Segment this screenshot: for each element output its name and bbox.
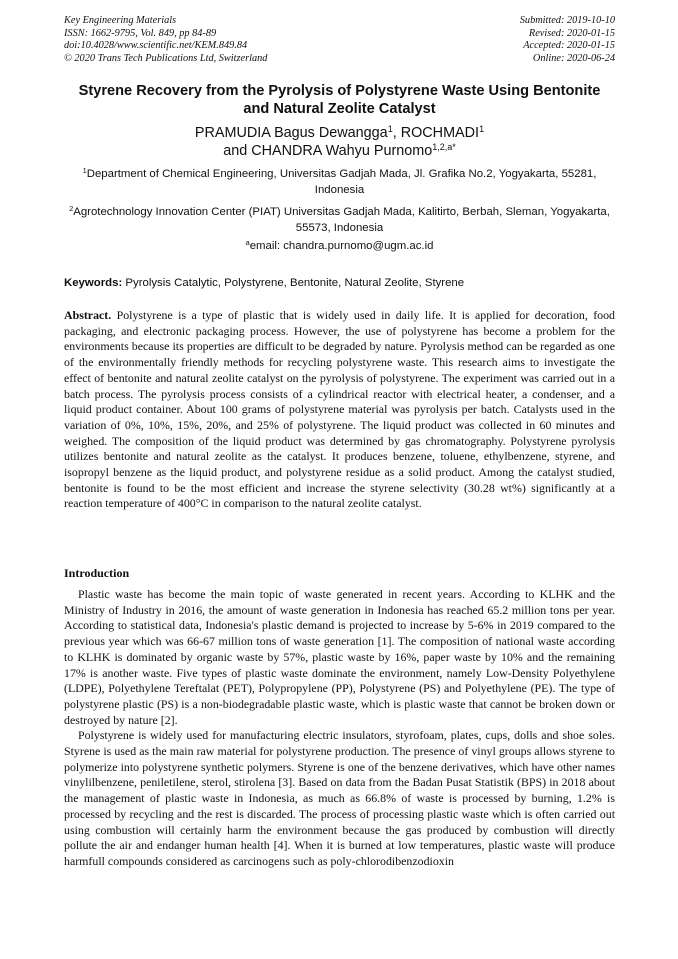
keywords-text: Pyrolysis Catalytic, Polystyrene, Bentonite, Natural Zeolite, Styrene [122,277,465,289]
author-line-1 [64,124,615,142]
abstract-label: Abstract. [64,308,112,322]
affiliation-2 [64,204,615,236]
affiliation-text: Agrotechnology Innovation Center (PIAT) Universitas Gadjah Mada, Kalitirto, Berbah, Sleman, Yogyakarta, 55573, Indonesia [73,206,610,234]
submitted-date: Submitted: 2019-10-10 [519,15,615,26]
email-text: email: chandra.purnomo@ugm.ac.id [249,240,434,252]
affiliation-mark: 1 [82,166,87,175]
author-separator: , [392,125,401,141]
online-date: Online: 2020-06-24 [532,52,615,64]
accepted-date: Accepted: 2020-01-15 [523,40,615,51]
paper-title: Styrene Recovery from the Pyrolysis of Polystyrene Waste Using Bentonite and Natural Zeolite Catalyst [78,83,601,117]
email-mark: a [245,238,250,247]
introduction-paragraph-1: Plastic waste has become the main topic of waste generated in recent years. According to KLHK and the Ministry of Industry in 2016, the amount of waste generation in Indonesia has reached 65.2 million tons per year. According to statistical data, Indonesia's plastic demand is projected to increase by 5-6% in 2019 compared to the previous year which was 66-67 million tons of waste generation [1]. The composition of national waste according to KLHK is dominated by organic waste by 57%, plastic waste by 16%, paper waste by 10% and the remaining 17% is another waste. Five types of plastic waste dominate the environment, namely Low-Density Polyethylene (LDPE), Polyethylene Tereftalat (PET), Polypropylene (PP), Polystyrene (PS) and Polyethylene (PE). The type of polystyrene plastic (PS) is a non-biodegradable plastic waste, which is plastic waste that cannot be broken down or destroyed by nature [2]. [64,587,615,727]
affiliation-text: Department of Chemical Engineering, Universitas Gadjah Mada, Jl. Grafika No.2, Yogyakarta, 55281, Indonesia [86,168,597,196]
keywords-label: Keywords: [64,277,123,289]
author-affiliation-mark: 1 [387,124,393,134]
author-name: CHANDRA Wahyu Purnomo [251,143,433,159]
affiliation-1 [64,166,615,198]
doi: doi:10.4028/www.scientific.net/KEM.849.84 [64,40,248,51]
journal-name: Key Engineering Materials [64,15,177,26]
author-affiliation-mark: 1 [479,124,485,134]
affiliation-mark: 2 [69,204,74,213]
introduction-heading: Introduction [64,566,130,580]
author-list [64,124,615,160]
abstract-paragraph [64,308,615,512]
introduction-body [64,587,615,870]
revised-date: Revised: 2020-01-15 [528,27,615,39]
journal-info [64,15,384,65]
abstract-text: Polystyrene is a type of plastic that is widely used in daily life. It is applied for decoration, food packaging, and electronic packaging process. However, the use of polystyrene has become a problem for the environments because its properties are difficult to be degraded by nature. Pyrolysis method can be regarded as one of the environmentally friendly methods for recycling polystyrene waste. This research aims to investigate the effect of bentonite and natural zeolite catalyst on the pyrolysis of polystyrene. The experiment was carried out in a batch process. The pyrolysis process consists of a cylindrical reactor with electrical heater, a condenser, and a liquid product container. About 100 grams of polystyrene material was pyrolysis per batch. Catalysts used in the variation of 0%, 10%, 15%, 20%, and 25% of polystyrene. The liquid product was collected in 60 minutes and weighed. The composition of the liquid product was determined by gas chromatography. Polystyrene pyrolysis utilizes bentonite and natural zeolite as the catalyst. It produces benzene, toluene, ethylbenzene, styrene, and isopropyl benzene as the liquid product, and polystyrene residue as a solid product. Among the catalyst studied, bentonite is found to be the most efficient and increase the styrene selectivity (30.28 wt%) significantly at a reaction temperature of 400°C in comparison to the natural zeolite catalyst. [64,308,615,511]
corresponding-email [64,238,615,254]
publication-dates [375,15,615,65]
keywords [64,276,615,291]
copyright: © 2020 Trans Tech Publications Ltd, Switzerland [64,52,268,64]
author-name: PRAMUDIA Bagus Dewangga [194,125,388,141]
abstract [64,308,615,512]
issn-volume-pages: ISSN: 1662-9795, Vol. 849, pp 84-89 [64,27,217,39]
author-affiliation-mark: 1,2,a* [432,142,456,152]
introduction-paragraph-2: Polystyrene is widely used for manufacturing electric insulators, styrofoam, plates, cups, dolls and shoe soles. Styrene is used as the main raw material for polystyrene production. The presence of vinyl groups allows styrene to polymerize into polystyrene synthetic polymers. Styrene is one of the benzene derivatives, which have other names vinylilbenzene, peniletilene, sterol, stirolena [3]. Based on data from the Badan Pusat Statistik (BPS) in 2018 about the management of plastic waste in Indonesia, as much as 66.8% of waste is processed by burning, 1.2% is processed by recycling and the rest is discarded. The process of processing plastic waste which is often carried out using combustion will certainly harm the environment because the gas produced by combustion will directly pollute the air and endanger human health [4]. When it is burned at low temperatures, plastic waste will produce harmfull compounds considered as carcinogens such as poly-chlorodibenzodioxin [64,728,615,868]
author-conjunction: and [223,143,252,159]
author-line-2 [64,142,615,160]
author-name: ROCHMADI [400,125,480,141]
